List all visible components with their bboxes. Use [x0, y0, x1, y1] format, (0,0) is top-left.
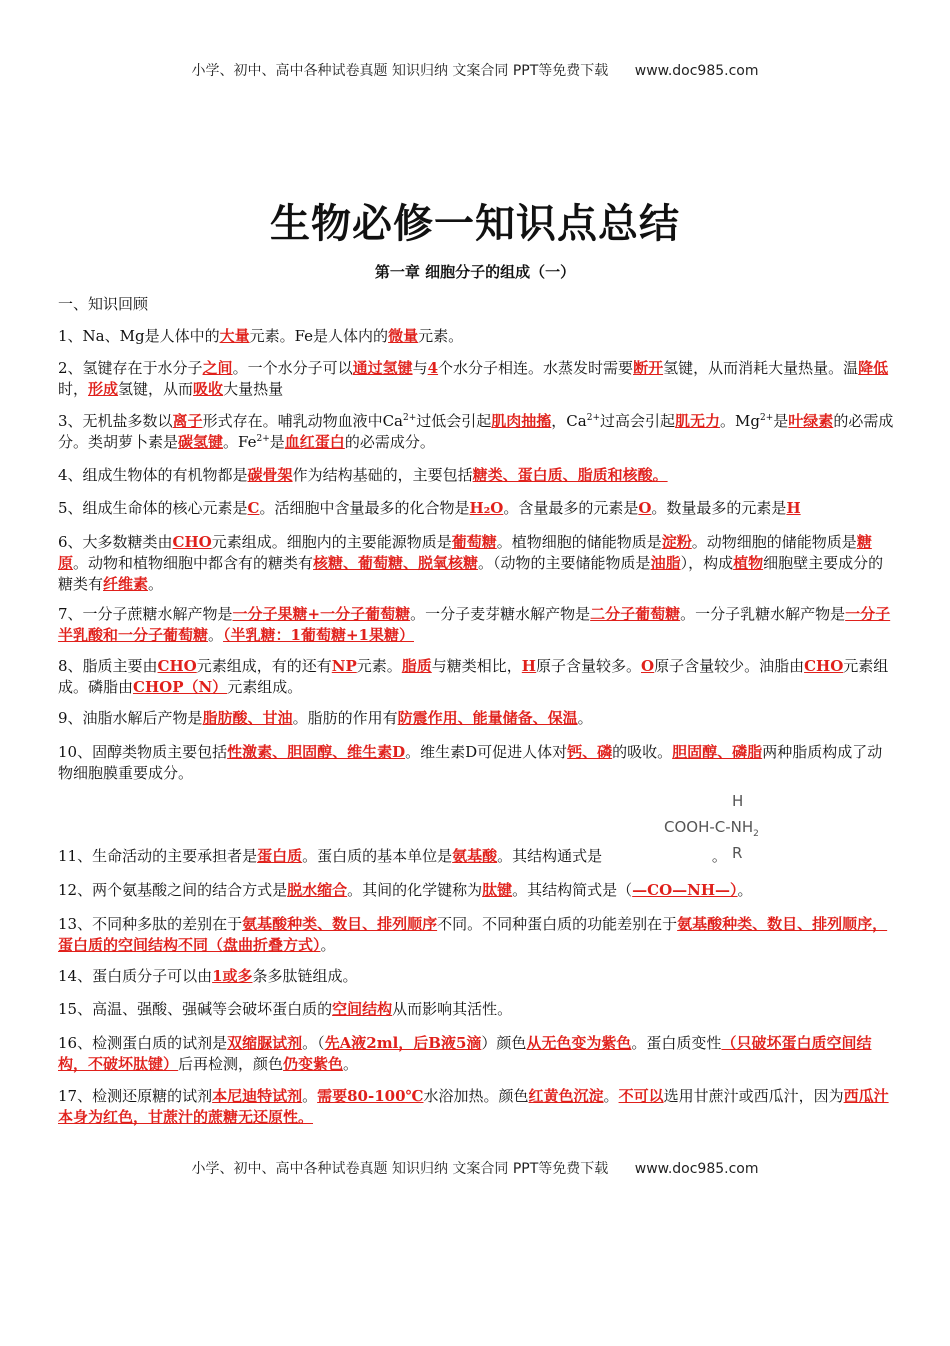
answer-text: H: [786, 499, 801, 517]
answer-text: 一分子半乳酸和一分子葡萄糖: [58, 605, 891, 644]
answer-text: 胆固醇、磷脂: [672, 743, 763, 761]
item-text: 与糖类相比，: [431, 657, 522, 675]
item-text: 大量热量: [223, 380, 284, 398]
item-text: 的必需成分。类胡萝卜素是: [58, 412, 894, 451]
answer-text: 性激素、胆固醇、维生素D: [227, 743, 406, 761]
answer-text: 4: [427, 359, 439, 377]
answer-text: 吸收: [193, 380, 224, 398]
item-text: 元素组成。细胞内的主要能源物质是: [211, 533, 452, 551]
item-text: 。: [343, 1055, 359, 1073]
knowledge-item: [58, 411, 894, 453]
item-text: 。含量最多的元素是: [503, 499, 639, 517]
item-text: 。蛋白质变性: [631, 1034, 722, 1052]
item-text: ），构成: [680, 554, 734, 572]
answer-text: CHO: [157, 657, 197, 675]
knowledge-item: [58, 1033, 894, 1075]
answer-text: 不可以: [618, 1087, 664, 1105]
item-text: 选用甘蔗汁或西瓜汁，因为: [663, 1087, 844, 1105]
knowledge-item: [58, 326, 894, 347]
item-text: 形式存在。哺乳动物血液中Ca: [202, 412, 403, 430]
item-text: 是: [773, 412, 789, 430]
answer-text: 通过氢键: [352, 359, 413, 377]
item-text: ）颜色: [481, 1034, 527, 1052]
answer-text: C: [247, 499, 260, 517]
formula-top: H: [732, 792, 744, 810]
item-text: 的吸收。: [612, 743, 673, 761]
answer-text: CHOP（N）: [133, 678, 228, 696]
item-text: 的必需成分。: [344, 433, 435, 451]
item-text: 时，: [58, 380, 89, 398]
answer-text: 核糖、葡萄糖、脱氧核糖: [313, 554, 479, 572]
answer-text: 钙、磷: [567, 743, 613, 761]
answer-text: —CO—NH—）: [632, 881, 738, 899]
answer-text: 肌无力: [675, 412, 721, 430]
item-text: 3、无机盐多数以: [58, 412, 173, 430]
item-text: 13、不同种多肽的差别在于: [58, 915, 243, 933]
answer-text: 一分子果糖+一分子葡萄糖: [232, 605, 411, 623]
answer-text: 1或多: [212, 967, 253, 985]
item-text: 氢键，从而消耗大量热量。温: [663, 359, 859, 377]
item-text: 16、检测蛋白质的试剂是: [58, 1034, 228, 1052]
item-text: 细胞壁主要成分的糖类有: [58, 554, 884, 593]
item-text: 。: [320, 936, 336, 954]
item-text: 是: [269, 433, 285, 451]
answer-text: 糖类、蛋白质、脂质和核酸。: [472, 466, 668, 484]
answer-text: 形成: [88, 380, 119, 398]
item-text: 。其间的化学键称为: [347, 881, 483, 899]
item-text: 9、油脂水解后产物是: [58, 709, 203, 727]
knowledge-item: [58, 742, 894, 784]
item-text: 氢键，从而: [118, 380, 194, 398]
answer-text: 双缩脲试剂: [227, 1034, 303, 1052]
answer-text: 仍变紫色: [283, 1055, 344, 1073]
answer-text: 植物: [733, 554, 764, 572]
answer-text: 需要80-100℃: [317, 1087, 424, 1105]
header-text: 小学、初中、高中各种试卷真题 知识归纳 文案合同 PPT等免费下载: [191, 63, 609, 79]
item-text: 。一分子麦芽糖水解产物是: [410, 605, 591, 623]
item-text: 水浴加热。颜色: [423, 1087, 529, 1105]
footer-url[interactable]: www.doc985.com: [634, 1161, 759, 1177]
chapter-heading: 第一章 细胞分子的组成（一）: [374, 263, 576, 281]
superscript: 2+: [402, 413, 417, 423]
item-text: 。动物和植物细胞中都含有的糖类有: [73, 554, 314, 572]
item-text: 8、脂质主要由: [58, 657, 158, 675]
answer-text: 从无色变为紫色: [526, 1034, 632, 1052]
answer-text: 蛋白质: [257, 847, 303, 865]
knowledge-item: [58, 914, 894, 956]
knowledge-item: [58, 966, 894, 987]
item-text: 。数量最多的元素是: [651, 499, 787, 517]
item-text: 。: [208, 626, 224, 644]
answer-text: 断开: [633, 359, 664, 377]
answer-text: CHO: [172, 533, 212, 551]
item-text: 。（动物的主要储能物质是: [478, 554, 651, 572]
answer-text: CHO: [804, 657, 844, 675]
item-text: 从而影响其活性。: [392, 1000, 513, 1018]
answer-text: 氨基酸: [452, 847, 498, 865]
answer-text: 血红蛋白: [284, 433, 345, 451]
item-text: 10、固醇类物质主要包括: [58, 743, 228, 761]
page-footer: [0, 1158, 950, 1178]
item-text: 条多肽链组成。: [252, 967, 358, 985]
formula-main: [664, 818, 759, 839]
item-text: 。其结构通式是: [497, 847, 603, 865]
answer-text: （只破坏蛋白质空间结构，不破坏肽键）: [58, 1034, 872, 1073]
item-text: 不同。不同种蛋白质的功能差别在于: [437, 915, 678, 933]
item-text: 。一个水分子可以: [232, 359, 353, 377]
knowledge-item: [58, 1086, 894, 1128]
item-text: 1、Na、Mg是人体中的: [58, 327, 220, 345]
item-text: 后再检测，颜色: [178, 1055, 284, 1073]
item-text: 。蛋白质的基本单位是: [302, 847, 453, 865]
knowledge-item: [58, 498, 894, 519]
answer-text: 肽键: [482, 881, 513, 899]
knowledge-item: [58, 999, 894, 1020]
item-text: 作为结构基础的，主要包括: [292, 466, 473, 484]
answer-text: 碳骨架: [247, 466, 293, 484]
amino-acid-structure-formula: [664, 792, 804, 866]
answer-text: 脂质: [401, 657, 432, 675]
knowledge-item: [58, 358, 894, 400]
answer-text: 葡萄糖: [451, 533, 497, 551]
item-text: 。植物细胞的储能物质是: [496, 533, 662, 551]
item-text: 15、高温、强酸、强碱等会破坏蛋白质的: [58, 1000, 333, 1018]
item-text: 。: [711, 847, 727, 865]
item-text: 。Mg: [720, 412, 760, 430]
answer-text: 脱水缩合: [287, 881, 348, 899]
answer-text: 空间结构: [332, 1000, 393, 1018]
item-text: 元素组成，有的还有: [196, 657, 332, 675]
item-text: 。: [737, 881, 753, 899]
answer-text: 氨基酸种类、数目、排列顺序: [242, 915, 438, 933]
answer-text: 脂肪酸、甘油: [202, 709, 293, 727]
knowledge-item: [58, 532, 894, 595]
item-text: 。: [603, 1087, 619, 1105]
answer-text: 红黄色沉淀: [528, 1087, 604, 1105]
item-text: 5、组成生命体的核心元素是: [58, 499, 248, 517]
answer-text: O: [638, 499, 652, 517]
item-text: 原子含量较少。油脂由: [654, 657, 805, 675]
page-header: [0, 60, 950, 80]
item-text: 个水分子相连。水蒸发时需要: [438, 359, 634, 377]
answer-text: 淀粉: [661, 533, 692, 551]
answer-text: 大量: [219, 327, 250, 345]
item-text: 。脂肪的作用有: [292, 709, 398, 727]
knowledge-item: [58, 880, 894, 901]
answer-text: 油脂: [650, 554, 681, 572]
item-text: 。其结构简式是（: [512, 881, 633, 899]
item-text: 17、检测还原糖的试剂: [58, 1087, 213, 1105]
item-text: 11、生命活动的主要承担者是: [58, 847, 258, 865]
formula-bottom: R: [732, 844, 743, 862]
knowledge-item: [58, 604, 894, 646]
superscript: 2+: [760, 413, 774, 423]
section-heading: 一、知识回顾: [58, 295, 149, 313]
item-text: 。Fe: [223, 433, 257, 451]
item-text: 。: [148, 575, 164, 593]
knowledge-item: [58, 465, 894, 486]
knowledge-item: [58, 708, 894, 729]
item-text: 元素组成。磷脂由: [58, 657, 889, 696]
item-text: 与: [412, 359, 428, 377]
answer-text: 防震作用、能量储备、保温: [397, 709, 578, 727]
item-text: 。活细胞中含量最多的化合物是: [259, 499, 470, 517]
answer-text: 本尼迪特试剂: [212, 1087, 303, 1105]
answer-text: 降低: [858, 359, 889, 377]
item-text: 元素。: [356, 657, 402, 675]
item-text: 元素。: [418, 327, 464, 345]
formula-subscript: 2: [753, 829, 759, 839]
answer-text: H: [521, 657, 536, 675]
item-text: 过高会引起: [600, 412, 676, 430]
answer-text: 西瓜汁本身为红色，甘蔗汁的蔗糖无还原性。: [58, 1087, 889, 1126]
item-text: 。一分子乳糖水解产物是: [680, 605, 846, 623]
item-text: 。维生素D可促进人体对: [405, 743, 568, 761]
answer-text: 离子: [172, 412, 203, 430]
item-text: 元素。Fe是人体内的: [249, 327, 389, 345]
answer-text: 糖原: [58, 533, 872, 572]
answer-text: 纤维素: [103, 575, 149, 593]
answer-text: 碳氢键: [178, 433, 224, 451]
item-text: 。: [577, 709, 593, 727]
answer-text: 二分子葡萄糖: [590, 605, 681, 623]
answer-text: 氨基酸种类、数目、排列顺序，蛋白质的空间结构不同（盘曲折叠方式）: [58, 915, 888, 954]
answer-text: 叶绿素: [788, 412, 834, 430]
knowledge-item: [58, 656, 894, 698]
answer-text: 之间: [202, 359, 233, 377]
item-text: 过低会引起: [416, 412, 492, 430]
item-text: 2、氢键存在于水分子: [58, 359, 203, 377]
superscript: 2+: [256, 434, 270, 444]
footer-text: 小学、初中、高中各种试卷真题 知识归纳 文案合同 PPT等免费下载: [191, 1161, 609, 1177]
header-url[interactable]: www.doc985.com: [634, 63, 759, 79]
superscript: 2+: [586, 413, 600, 423]
item-text: 。（: [302, 1034, 325, 1052]
answer-text: NP: [331, 657, 357, 675]
item-text: ，Ca: [551, 412, 587, 430]
item-text: 6、大多数糖类由: [58, 533, 173, 551]
formula-main-text: COOH-C-NH: [664, 818, 754, 836]
item-text: 原子含量较多。: [535, 657, 641, 675]
item-text: 元素组成。: [227, 678, 303, 696]
item-text: 。动物细胞的储能物质是: [691, 533, 857, 551]
page-title: 生物必修一知识点总结: [270, 201, 680, 247]
answer-text: H₂O: [469, 499, 504, 517]
item-text: 12、两个氨基酸之间的结合方式是: [58, 881, 288, 899]
item-text: 14、蛋白质分子可以由: [58, 967, 213, 985]
answer-text: 肌肉抽搐: [491, 412, 552, 430]
answer-text: （半乳糖：1葡萄糖+1果糖）: [223, 626, 414, 644]
item-text: 4、组成生物体的有机物都是: [58, 466, 248, 484]
answer-text: 微量: [388, 327, 419, 345]
answer-text: 先A液2ml，后B液5滴: [324, 1034, 482, 1052]
answer-text: O: [641, 657, 655, 675]
item-text: 两种脂质构成了动物细胞膜重要成分。: [58, 743, 883, 782]
item-text: 。: [302, 1087, 318, 1105]
item-text: 7、一分子蔗糖水解产物是: [58, 605, 233, 623]
